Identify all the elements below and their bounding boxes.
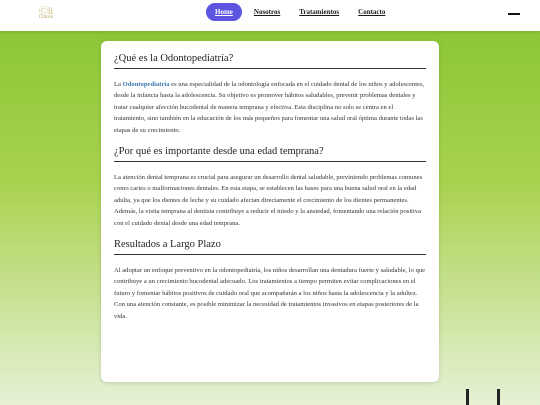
nav-home[interactable]: Home [206,3,242,21]
footer-bar-left [466,389,469,405]
paragraph-prefix: La [114,81,123,88]
section-title-importance: ¿Por qué es importante desde una edad temprana? [114,146,426,162]
section-title-odontopediatria: ¿Qué es la Odontopediatría? [114,53,426,69]
footer-bar-right [497,389,500,405]
logo-text: Clínica [38,15,54,20]
menu-toggle-icon[interactable] [508,13,520,15]
clinic-logo[interactable] [32,7,60,23]
logo-mark: Ⓒli [38,6,53,16]
content-card [101,41,439,382]
section-title-results: Resultados a Largo Plazo [114,239,426,255]
main-nav [206,3,404,20]
highlight-term: Odontopediatría [122,81,170,88]
top-navbar [0,0,540,31]
section-paragraph-odontopediatria [114,79,426,136]
nav-tratamientos[interactable]: Tratamientos [299,7,340,16]
paragraph-body: es una especialidad de la odontología enfocada en el cuidado dental de los niños y adolescentes, desde la infancia hasta la adolescencia. Su objetivo es promover hábitos saludables, prevenir problemas dentales y tratar cualquier afección bucodental de manera temprana y efectiva. Esta disciplina no solo se centra en el tratamiento, sino también en la educación de los más pequeños para fomentar una salud oral óptima durante todas las etapas de su crecimiento. [114,81,425,134]
nav-contacto[interactable]: Contacto [358,7,386,16]
section-paragraph-importance: La atención dental temprana es crucial para asegurar un desarrollo dental saludable, previniendo problemas comunes como caries o malformaciones dentales. En esta etapa, se establecen las bases para una buena salud oral en la edad adulta, ya que los dientes de leche y su cuidado afectan directamente el crecimiento de los dientes permanentes. Además, la visita temprana al dentista contribuye a reducir el miedo y la ansiedad, fomentando una relación positiva con el cuidado dental desde una edad temprana. [114,174,423,227]
nav-nosotros[interactable]: Nosotros [253,7,281,16]
section-paragraph-results: Al adoptar un enfoque preventivo en la odontopediatría, los niños desarrollan una dentadura fuerte y saludable, lo que contribuye a un crecimiento bucodental adecuado. Los tratamientos a tiempo permiten evitar complicaciones en el futuro y fomentar hábitos positivos de cuidado oral que acompañarán a los niños hasta la adolescencia y la adultez. Con una atención constante, es posible minimizar la necesidad de tratamientos invasivos en etapas posteriores de la vida. [114,267,426,320]
